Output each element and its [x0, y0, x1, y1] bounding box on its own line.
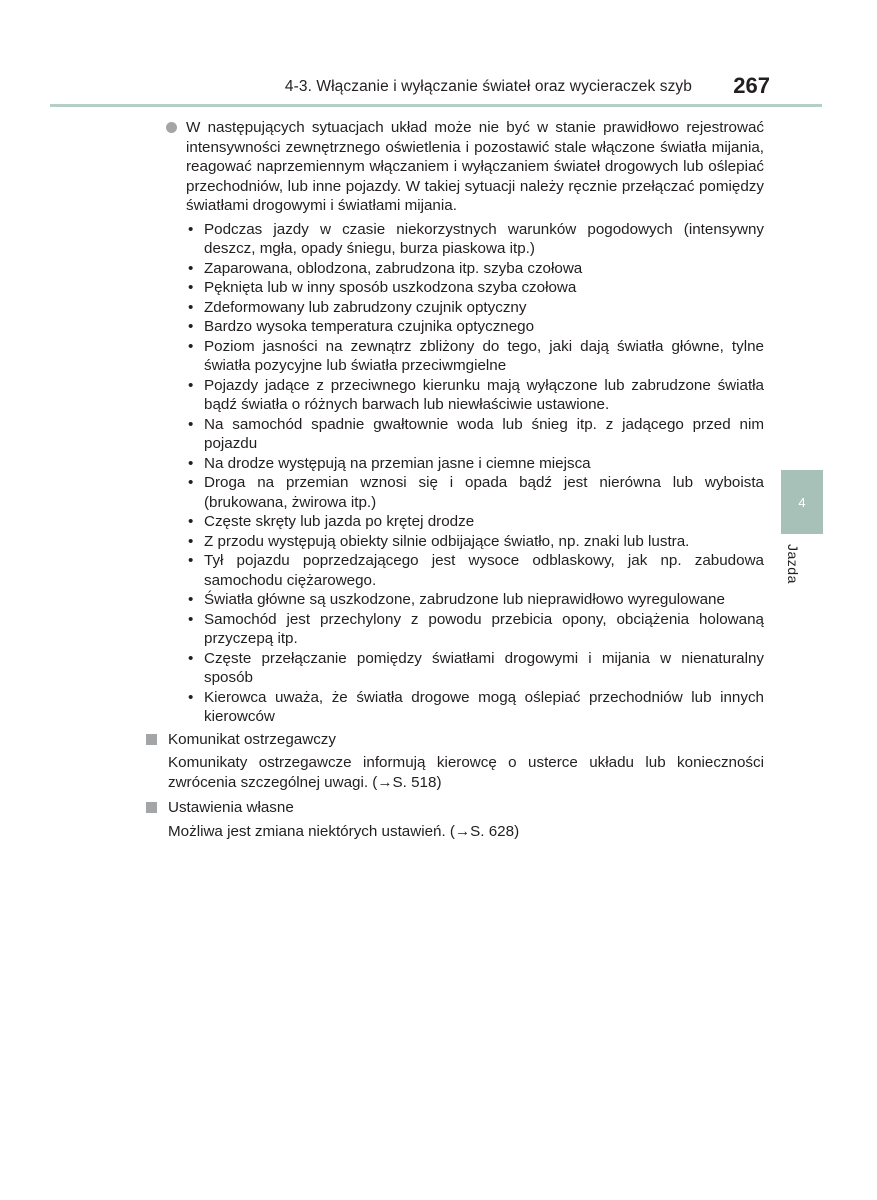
page-number: 267 [733, 73, 770, 98]
list-item: • Kierowca uważa, że światła drogowe mogą oślepiać przechodniów lub innych kierowców [188, 688, 764, 725]
page-header [50, 70, 822, 107]
square-bullet-icon [146, 734, 157, 745]
list-item: • Zaparowana, oblodzona, zabrudzona itp. szyba czołowa [188, 259, 583, 277]
section-title: 4-3. Włączanie i wyłączanie świateł oraz wycieraczek szyb [284, 78, 692, 95]
chapter-number: 4 [798, 495, 806, 510]
section-custom-settings [168, 798, 764, 841]
square-bullet-icon [146, 802, 157, 813]
list-item: • Częste skręty lub jazda po krętej drodze [188, 513, 475, 530]
intro-paragraph [168, 118, 764, 216]
section-warning-message [168, 730, 764, 793]
list-item: • Pojazdy jadące z przeciwnego kierunku mają wyłączone lub zabrudzone światła bądź światła o różnych barwach lub niewłaściwie ustawione. [188, 376, 764, 413]
list-item: • Bardzo wysoka temperatura czujnika optycznego [188, 318, 535, 335]
intro-text: W następujących sytuacjach układ może nie być w stanie prawidłowo rejestrować intensywności zewnętrznego oświetlenia i pozostawić stale włączone światła mijania, reagować naprzemiennym włączaniem i wyłączaniem świateł drogowych lub oślepiać przechodniów, lub inne pojazdy. W takiej sytuacji należy ręcznie przełączać pomiędzy światłami drogowymi i światłami mijania. [186, 119, 764, 214]
chapter-label: Jazda [785, 544, 801, 584]
list-item: • Poziom jasności na zewnątrz zbliżony do tego, jaki dają światła główne, tylne światła pozycyjne lub światła przeciwmgielne [188, 337, 764, 374]
section-heading: Komunikat ostrzegawczy [168, 730, 764, 750]
main-content [168, 118, 764, 841]
list-item: • Zdeformowany lub zabrudzony czujnik optyczny [188, 298, 527, 316]
list-item: • Na samochód spadnie gwałtownie woda lub śnieg itp. z jadącego przed nim pojazdu [188, 415, 764, 452]
section-heading: Ustawienia własne [168, 798, 764, 818]
section-body: Komunikaty ostrzegawcze informują kierowcę o usterce układu lub konieczności zwrócenia szczególnej uwagi. (→S. 518) [168, 754, 764, 791]
chapter-tab [781, 470, 823, 534]
list-item: • Podczas jazdy w czasie niekorzystnych warunków pogodowych (intensywny deszcz, mgła, opady śniegu, burza piaskowa itp.) [188, 220, 764, 257]
section-body: Możliwa jest zmiana niektórych ustawień. (→S. 628) [168, 822, 520, 840]
list-item: • Na drodze występują na przemian jasne i ciemne miejsca [188, 454, 591, 472]
list-item: • Droga na przemian wznosi się i opada bądź jest nierówna lub wyboista (brukowana, żwirowa itp.) [188, 474, 764, 511]
list-item: • Tył pojazdu poprzedzającego jest wysoce odblaskowy, jak np. zabudowa samochodu ciężarowego. [188, 552, 764, 589]
list-item: • Z przodu występują obiekty silnie odbijające światło, np. znaki lub lustra. [188, 532, 690, 550]
list-item: • Pęknięta lub w inny sposób uszkodzona szyba czołowa [188, 279, 577, 296]
round-bullet-icon [166, 122, 177, 133]
list-item: • Samochód jest przechylony z powodu przebicia opony, obciążenia holowaną przyczepą itp. [188, 610, 764, 647]
list-item: • Częste przełączanie pomiędzy światłami drogowymi i mijania w nienaturalny sposób [188, 649, 764, 686]
list-item: • Światła główne są uszkodzone, zabrudzone lub nieprawidłowo wyregulowane [188, 591, 725, 608]
conditions-list [168, 220, 764, 727]
